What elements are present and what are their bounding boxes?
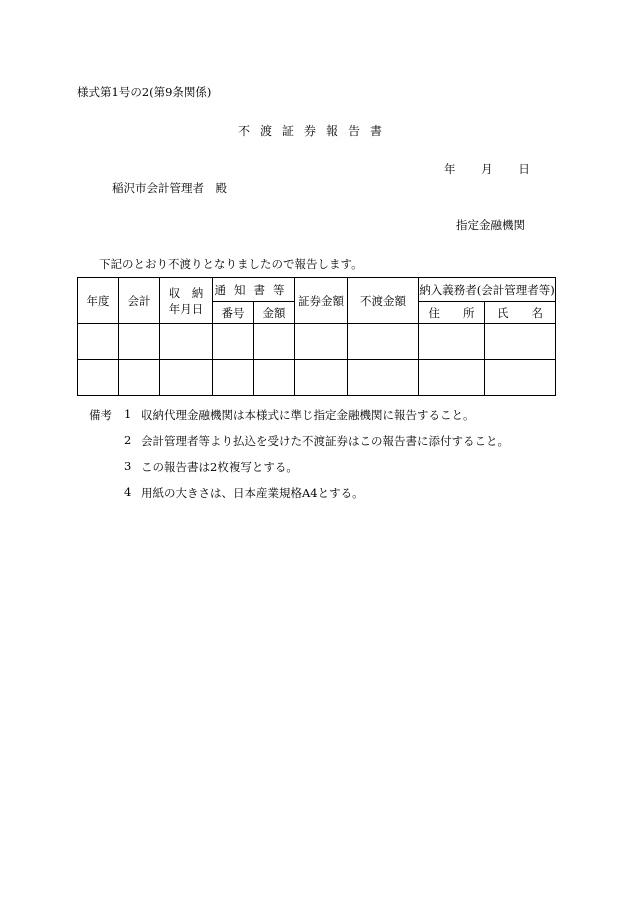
date-line	[444, 161, 552, 177]
note-number: 4	[124, 485, 132, 499]
table-cell[interactable]	[419, 324, 485, 360]
form-number: 様式第1号の2(第9条関係)	[77, 85, 212, 99]
table-cell[interactable]	[295, 324, 348, 360]
table-cell[interactable]	[485, 324, 556, 360]
institution-label: 指定金融機関	[456, 218, 525, 232]
table-row	[78, 324, 556, 360]
col-notice-amount: 金額	[254, 302, 295, 324]
document-title: 不渡証券報告書	[237, 124, 392, 138]
col-year: 年度	[78, 278, 119, 324]
col-address: 住 所	[419, 302, 485, 324]
date-month-label: 月	[481, 162, 493, 176]
table-cell[interactable]	[419, 360, 485, 396]
table-row	[78, 360, 556, 396]
notes-label: 備考	[89, 408, 112, 422]
addressee: 稲沢市会計管理者 殿	[112, 181, 227, 195]
table-cell[interactable]	[254, 324, 295, 360]
col-receipt-date	[160, 278, 213, 324]
table-cell[interactable]	[485, 360, 556, 396]
table-cell[interactable]	[254, 360, 295, 396]
col-dishonored-amount: 不渡金額	[348, 278, 419, 324]
date-year-label: 年	[444, 162, 456, 176]
col-account: 会計	[119, 278, 160, 324]
note-item	[89, 407, 475, 423]
note-text: 会計管理者等より払込を受けた不渡証券はこの報告書に添付すること。	[141, 434, 509, 448]
note-number: 2	[124, 433, 132, 447]
receipt-date-line1: 収 納	[168, 285, 204, 300]
report-table	[77, 277, 556, 396]
note-number: 3	[124, 459, 132, 473]
note-text: 用紙の大きさは、日本産業規格A4とする。	[141, 486, 364, 500]
table-cell[interactable]	[160, 324, 213, 360]
col-notice: 通知書等	[213, 278, 295, 302]
note-text: 収納代理金融機関は本様式に準じ指定金融機関に報告すること。	[141, 408, 475, 422]
date-day-label: 日	[518, 162, 530, 176]
col-securities-amount: 証券金額	[295, 278, 348, 324]
table-cell[interactable]	[119, 324, 160, 360]
table-cell[interactable]	[160, 360, 213, 396]
table-cell[interactable]	[213, 324, 254, 360]
intro-text: 下記のとおり不渡りとなりましたので報告します。	[99, 257, 363, 271]
table-cell[interactable]	[78, 324, 119, 360]
table-cell[interactable]	[348, 360, 419, 396]
note-text: この報告書は2枚複写とする。	[141, 460, 298, 474]
col-name: 氏 名	[485, 302, 556, 324]
table-cell[interactable]	[78, 360, 119, 396]
col-payer: 納入義務者(会計管理者等)	[419, 278, 556, 302]
note-number: 1	[124, 407, 132, 421]
col-notice-number: 番号	[213, 302, 254, 324]
table-cell[interactable]	[348, 324, 419, 360]
table-cell[interactable]	[295, 360, 348, 396]
table-cell[interactable]	[119, 360, 160, 396]
table-cell[interactable]	[213, 360, 254, 396]
receipt-date-line2: 年月日	[168, 301, 204, 316]
